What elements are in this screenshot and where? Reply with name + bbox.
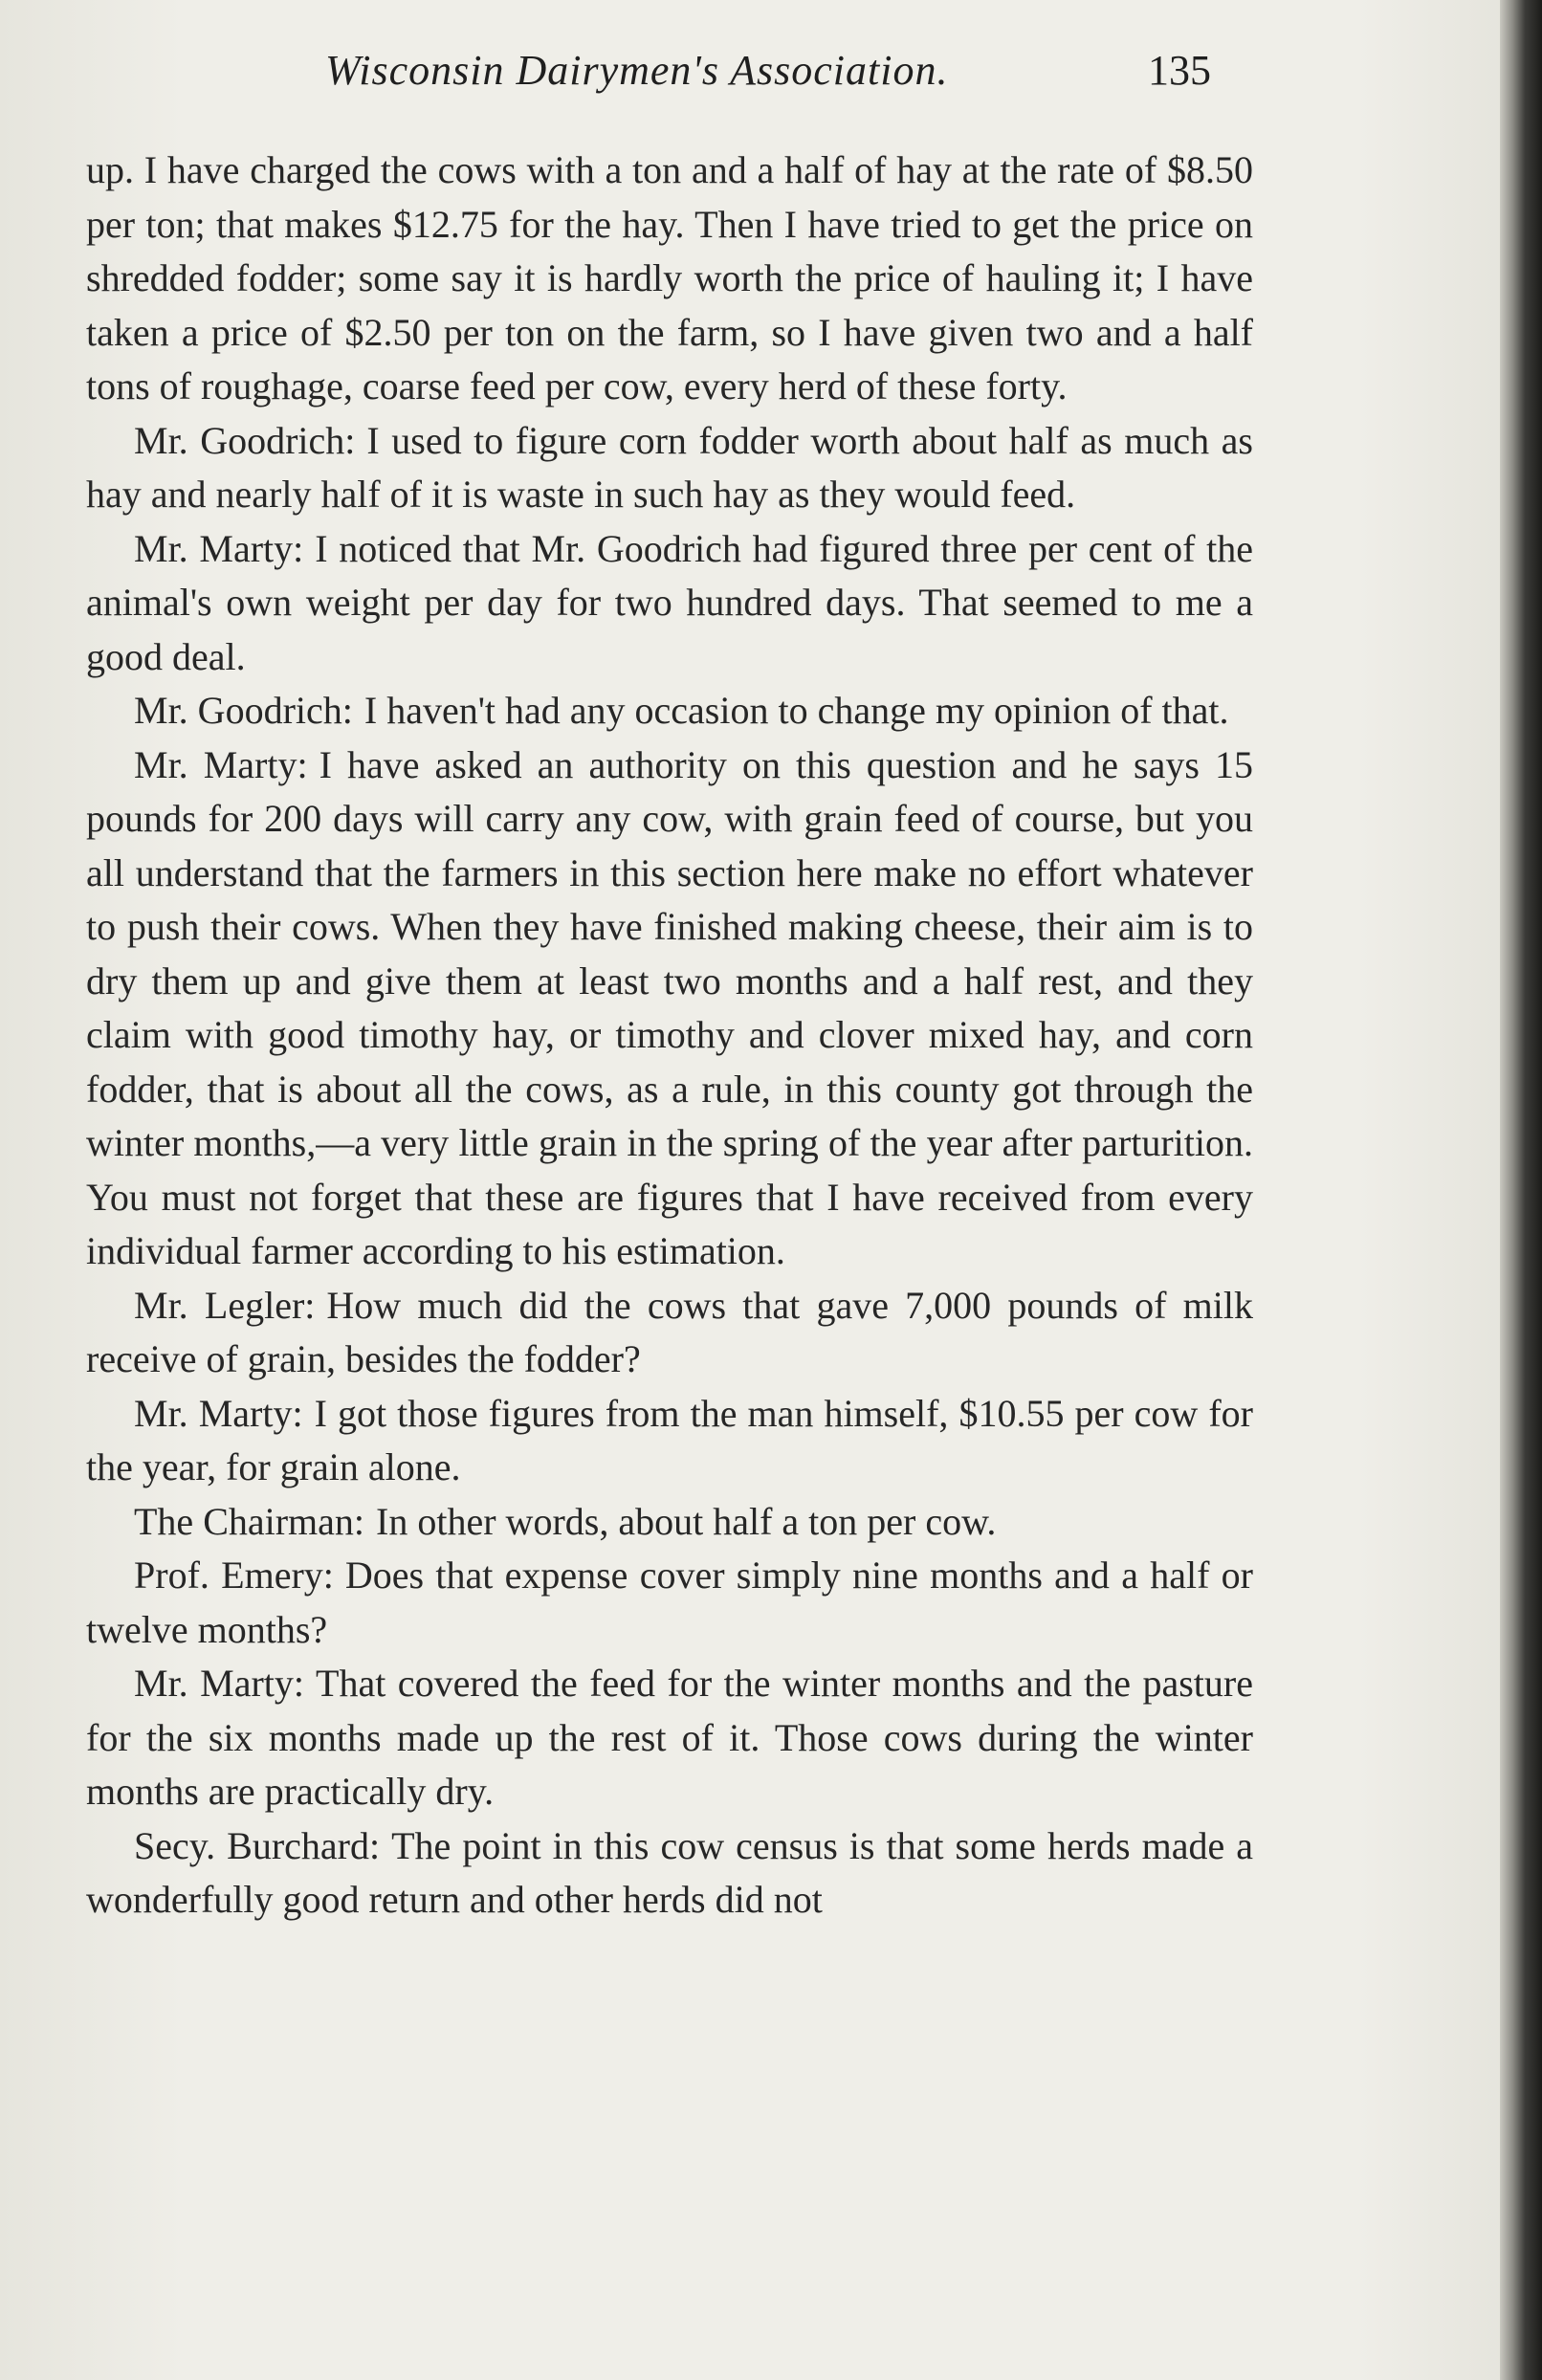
binding-shadow: [1500, 0, 1542, 2380]
paragraph-text: That covered the feed for the winter months and the pasture for the six months made up the rest of it. Those cows during the winter months are practically dry.: [86, 1662, 1253, 1813]
paragraph: [86, 143, 1253, 414]
paragraph-text: Does that expense cover simply nine months and a half or twelve months?: [86, 1554, 1253, 1651]
speaker-label: Mr. Marty:: [134, 1662, 305, 1705]
page-header: [325, 46, 1282, 103]
speaker-label: The Chairman:: [134, 1499, 365, 1543]
running-title: Wisconsin Dairymen's Association.: [325, 47, 949, 94]
speaker-label: Mr. Marty:: [134, 1391, 303, 1435]
speaker-label: Mr. Goodrich:: [134, 418, 356, 462]
speaker-label: Mr. Marty:: [134, 742, 308, 786]
paragraph-text: In other words, about half a ton per cow.: [376, 1499, 997, 1543]
paragraph: [86, 1549, 1253, 1657]
body-text: [86, 143, 1253, 1928]
paragraph-text: up. I have charged the cows with a ton and a half of hay at the rate of $8.50 per ton; that makes $12.75 for the hay. Then I have tried to get the price on shredded fodder; some say it is hardly worth the price of hauling it; I have taken a price of $2.50 per ton on the farm, so I have given two and a half tons of roughage, coarse feed per cow, every herd of these forty.: [86, 148, 1253, 408]
speaker-label: Mr. Marty:: [134, 526, 304, 570]
speaker-label: Mr. Legler:: [134, 1283, 316, 1327]
paragraph: [86, 1279, 1253, 1387]
paragraph: [86, 414, 1253, 522]
paragraph: [86, 1387, 1253, 1495]
speaker-label: Secy. Burchard:: [134, 1823, 381, 1867]
paragraph: [86, 1819, 1253, 1928]
paragraph: [86, 1495, 1253, 1550]
paragraph: [86, 738, 1253, 1279]
paragraph-text: I got those figures from the man himself, $10.55 per cow for the year, for grain alone.: [86, 1391, 1254, 1488]
paragraph-text: I noticed that Mr. Goodrich had figured three per cent of the animal's own weight per day for two hundred days. That seemed to me a good deal.: [86, 526, 1254, 678]
paragraph-text: How much did the cows that gave 7,000 pounds of milk receive of grain, besides the fodder?: [86, 1283, 1254, 1380]
speaker-label: Prof. Emery:: [134, 1554, 334, 1597]
paragraph: [86, 1657, 1253, 1819]
paragraph: [86, 522, 1253, 685]
paragraph-text: I used to figure corn fodder worth about half as much as hay and nearly half of it is waste in such hay as they would feed.: [86, 418, 1253, 516]
paragraph: [86, 684, 1253, 738]
page-number: 135: [1148, 47, 1211, 94]
speaker-label: Mr. Goodrich:: [134, 689, 353, 732]
paragraph-text: The point in this cow census is that some herds made a wonderfully good return and other herds did not: [86, 1823, 1253, 1921]
paragraph-text: I have asked an authority on this question and he says 15 pounds for 200 days will carry any cow, with grain feed of course, but you all understand that the farmers in this section here make no effort whatever to push their cows. When they have finished making cheese, their aim is to dry them up and give them at least two months and a half rest, and they claim with good timothy hay, or timothy and clover mixed hay, and corn fodder, that is about all the cows, as a rule, in this county got through the winter months,—a very little grain in the spring of the year after parturition. You must not forget that these are figures that I have received from every individual farmer according to his estimation.: [86, 742, 1254, 1272]
paragraph-text: I haven't had any occasion to change my opinion of that.: [363, 689, 1229, 732]
